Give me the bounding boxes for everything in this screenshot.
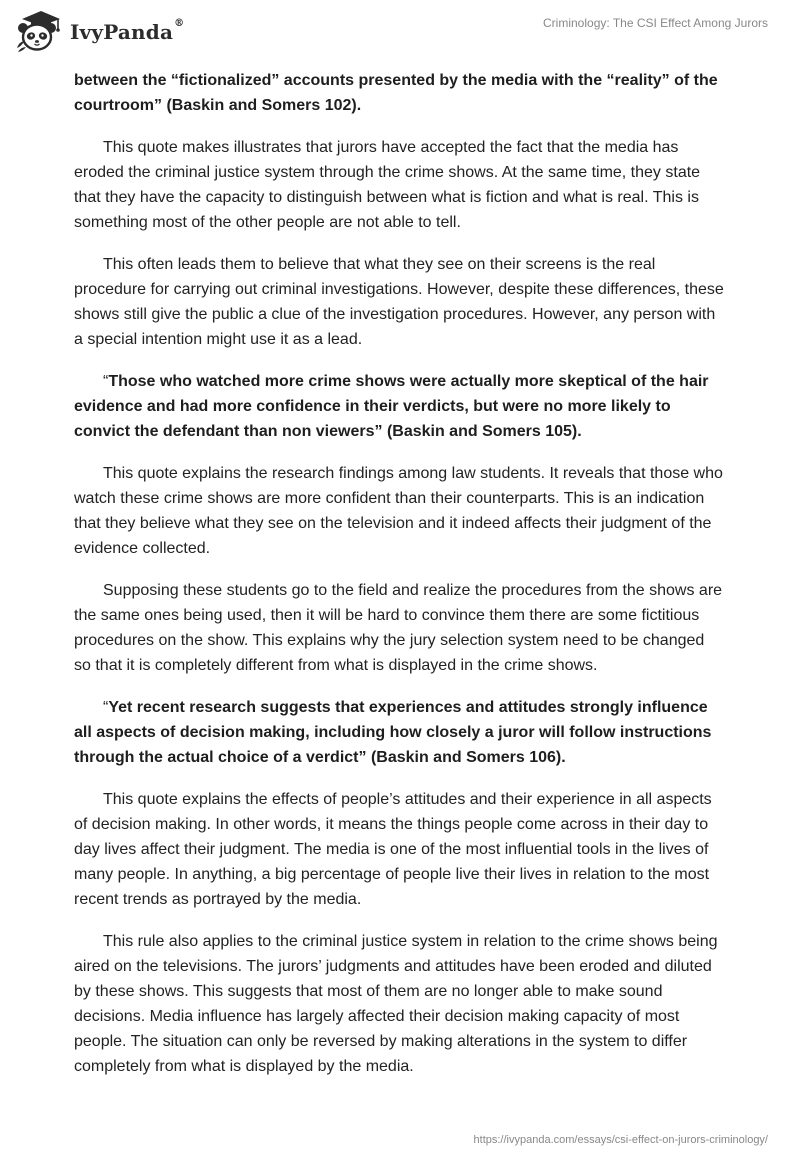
body-paragraph: This quote makes illustrates that jurors have accepted the fact that the media has eroded the criminal justice system through the crime shows. At the same time, they state that they have the capacity to distinguish between what is fiction and what is real. This is something most of the other people are not able to tell.	[74, 139, 701, 231]
quote-paragraph	[74, 68, 724, 118]
panda-graduation-cap-icon	[14, 8, 62, 54]
body-paragraph: This quote explains the effects of people’s attitudes and their experience in all aspects of decision making. In other words, it means the things people come across in their day to day lives affect their judgment. The media is one of the most influential tools in the lives of many people. In anything, a big percentage of people live their lives in relation to the most recent trends as portrayed by the media.	[74, 791, 712, 908]
body-paragraph: Supposing these students go to the field and realize the procedures from the shows are the same ones being used, then it will be hard to convince them there are some fictitious procedures on the show. This explains why the jury selection system need to be changed so that it is completely different from what is displayed in the crime shows.	[74, 582, 723, 674]
quote-open-mark: “	[103, 373, 109, 390]
source-url[interactable]: https://ivypanda.com/essays/csi-effect-on-jurors-criminology/	[473, 1134, 768, 1146]
brand-name: IvyPanda®	[70, 18, 185, 44]
quote-text: Yet recent research suggests that experiences and attitudes strongly influence all aspects of decision making, including how closely a juror will follow instructions through the actual choice of a verdict” (Baskin and Somers 106).	[74, 699, 712, 766]
quote-paragraph	[74, 695, 724, 770]
page-header	[0, 0, 800, 60]
brand-logo[interactable]	[14, 8, 184, 54]
quote-paragraph	[74, 369, 724, 444]
quote-open-mark: “	[103, 699, 109, 716]
body-paragraph: This often leads them to believe that what they see on their screens is the real procedure for carrying out criminal investigations. However, despite these differences, these shows still give the public a clue of the investigation procedures. However, any person with a special intention might use it as a lead.	[74, 256, 724, 348]
essay-body	[74, 68, 724, 1096]
body-paragraph: This rule also applies to the criminal justice system in relation to the crime shows being aired on the televisions. The jurors’ judgments and attitudes have been eroded and diluted by these shows. This suggests that most of them are no longer able to make sound decisions. Media influence has largely affected their decision making capacity of most people. The situation can only be reversed by making alterations in the system to differ completely from what is displayed by the media.	[74, 933, 718, 1075]
document-title: Criminology: The CSI Effect Among Jurors	[543, 16, 768, 30]
body-paragraph: This quote explains the research findings among law students. It reveals that those who watch these crime shows are more confident than their counterparts. This is an indication that they believe what they see on the television and it indeed affects their judgment of the evidence collected.	[74, 465, 723, 557]
quote-text: Those who watched more crime shows were actually more skeptical of the hair evidence and had more confidence in their verdicts, but were no more likely to convict the defendant than non viewers” (Baskin and Somers 105).	[74, 373, 709, 440]
quote-text: between the “fictionalized” accounts presented by the media with the “reality” of the courtroom” (Baskin and Somers 102).	[74, 72, 718, 114]
